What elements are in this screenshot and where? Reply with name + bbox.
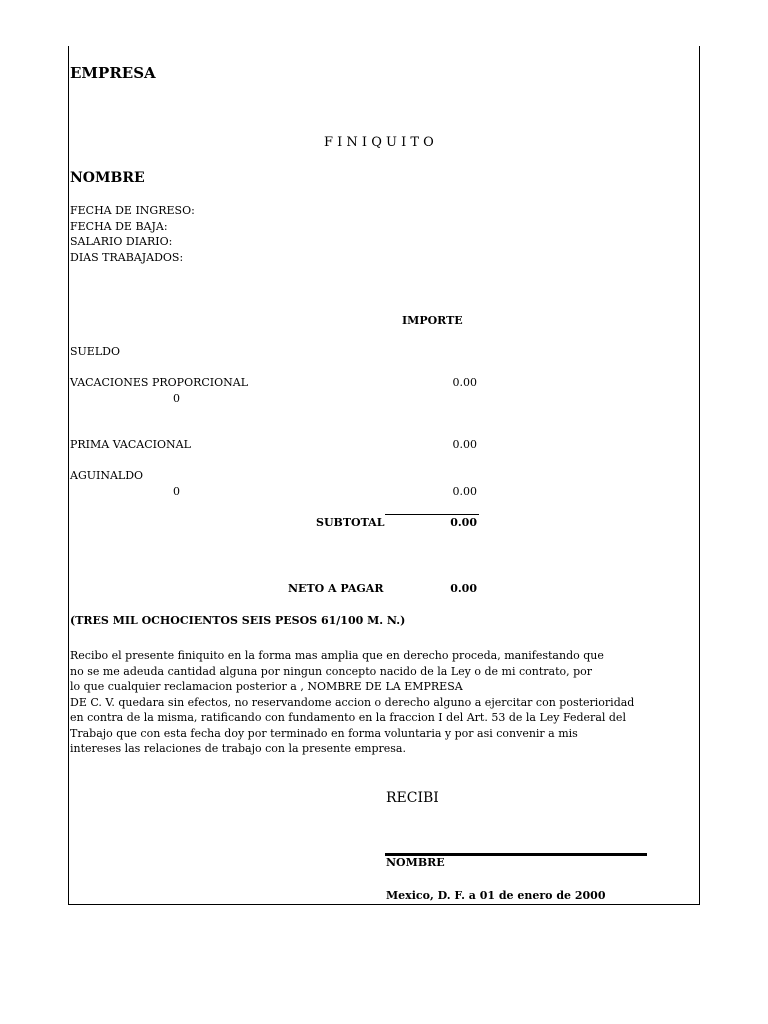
item-aguinaldo-label: AGUINALDO	[70, 469, 144, 482]
company-heading: EMPRESA	[70, 64, 156, 82]
paragraph-line: Recibo el presente finiquito en la forma mas amplia que en derecho proceda, manifestando que	[70, 649, 604, 662]
item-prima-amount: 0.00	[452, 438, 477, 451]
neto-label: NETO A PAGAR	[288, 582, 384, 595]
item-vacaciones-amount: 0.00	[452, 376, 477, 389]
document-title: F I N I Q U I T O	[324, 135, 434, 150]
item-aguinaldo-sub: 0	[173, 485, 180, 498]
signature-name: NOMBRE	[386, 856, 445, 869]
paragraph-line: intereses las relaciones de trabajo con la presente empresa.	[70, 742, 406, 755]
paragraph-line: DE C. V. quedara sin efectos, no reservandome accion o derecho alguno a ejercitar con posterioridad	[70, 695, 635, 709]
field-salario-diario: SALARIO DIARIO:	[70, 235, 173, 248]
importe-header: IMPORTE	[402, 314, 463, 327]
field-fecha-baja: FECHA DE BAJA:	[70, 220, 168, 233]
item-vacaciones-sub: 0	[173, 392, 180, 405]
item-vacaciones-label: VACACIONES PROPORCIONAL	[70, 376, 249, 389]
field-fecha-ingreso: FECHA DE INGRESO:	[70, 204, 195, 217]
paragraph-line: Trabajo que con esta fecha doy por terminado en forma voluntaria y por asi convenir a mis	[70, 726, 578, 740]
document-frame	[68, 46, 700, 905]
subtotal-amount: 0.00	[450, 516, 477, 529]
paragraph-line: no se me adeuda cantidad alguna por ningun concepto nacido de la Ley o de mi contrato, por	[70, 664, 593, 678]
subtotal-label: SUBTOTAL	[316, 516, 385, 529]
place-date: Mexico, D. F. a 01 de enero de 2000	[386, 889, 606, 902]
item-prima-label: PRIMA VACACIONAL	[70, 438, 191, 451]
employee-name-heading: NOMBRE	[70, 170, 145, 186]
neto-amount: 0.00	[450, 582, 477, 595]
amount-in-words: (TRES MIL OCHOCIENTOS SEIS PESOS 61/100 M. N.)	[70, 614, 406, 627]
receipt-paragraph	[70, 648, 634, 757]
item-sueldo-label: SUELDO	[70, 345, 120, 358]
item-aguinaldo-amount: 0.00	[452, 485, 477, 498]
paragraph-line: en contra de la misma, ratificando con fundamento en la fraccion I del Art. 53 de la Ley Federal del	[70, 711, 626, 724]
field-dias-trabajados: DIAS TRABAJADOS:	[70, 251, 184, 264]
recibi-label: RECIBI	[386, 790, 439, 806]
subtotal-rule	[385, 514, 479, 515]
paragraph-line: lo que cualquier reclamacion posterior a , NOMBRE DE LA EMPRESA	[70, 680, 463, 693]
